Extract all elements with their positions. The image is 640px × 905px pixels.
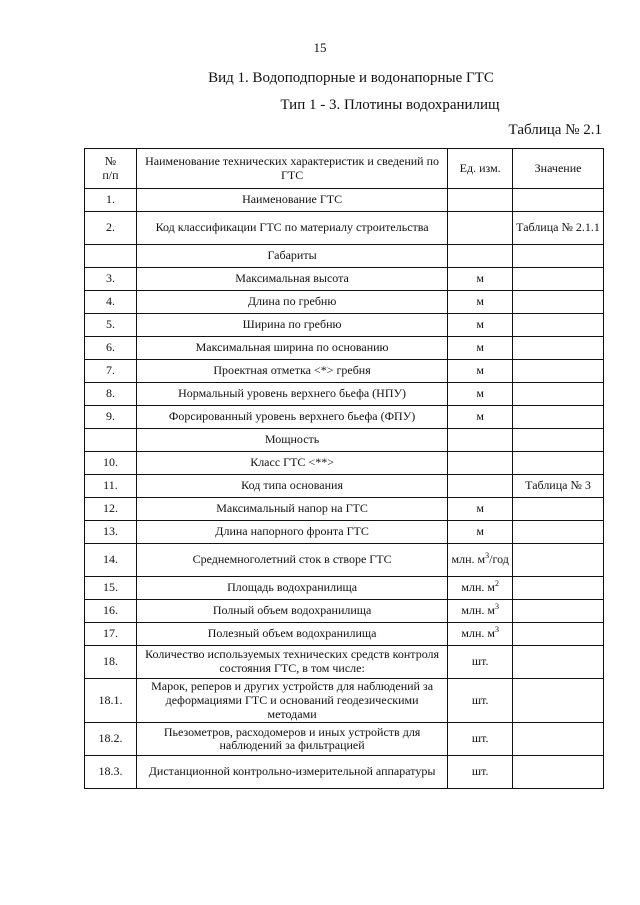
table-row [85, 577, 604, 600]
row-unit-sup: 2 [494, 579, 499, 589]
row-value [513, 646, 604, 679]
table-row [85, 189, 604, 212]
row-name: Нормальный уровень верхнего бьефа (НПУ) [136, 383, 447, 406]
row-value [513, 679, 604, 723]
row-value [513, 756, 604, 789]
row-num: 12. [85, 498, 137, 521]
row-value [513, 623, 604, 646]
row-unit-suffix: /год [489, 552, 509, 567]
page-title-text: Вид 1. Водоподпорные и водонапорные ГТС [208, 70, 494, 86]
row-unit-text: млн. м [461, 626, 495, 641]
row-num: 17. [85, 623, 137, 646]
table-row [85, 360, 604, 383]
row-unit [448, 600, 513, 623]
row-name: Максимальная высота [136, 268, 447, 291]
row-num: 18.2. [85, 723, 137, 756]
row-num: 6. [85, 337, 137, 360]
table-row [85, 337, 604, 360]
row-num: 9. [85, 406, 137, 429]
table-row [85, 475, 604, 498]
row-unit [448, 406, 513, 429]
row-name: Код классификации ГТС по материалу строительства [136, 212, 447, 245]
row-unit-text: м [476, 409, 484, 424]
row-unit [448, 679, 513, 723]
row-num: 15. [85, 577, 137, 600]
row-unit [448, 268, 513, 291]
row-unit [448, 756, 513, 789]
table-row [85, 452, 604, 475]
row-name: Код типа основания [136, 475, 447, 498]
table-row [85, 212, 604, 245]
header-value: Значение [513, 149, 604, 189]
table-caption: Таблица № 2.1 [508, 122, 602, 138]
row-unit-sup: 3 [485, 551, 490, 561]
row-unit-text: м [476, 340, 484, 355]
characteristics-table [84, 148, 604, 789]
row-name: Полезный объем водохранилища [136, 623, 447, 646]
row-value [513, 429, 604, 452]
row-value [513, 383, 604, 406]
row-name: Проектная отметка <*> гребня [136, 360, 447, 383]
row-num: 18.1. [85, 679, 137, 723]
row-unit [448, 245, 513, 268]
row-name: Габариты [136, 245, 447, 268]
row-value [513, 723, 604, 756]
row-num: 18.3. [85, 756, 137, 789]
row-num: 7. [85, 360, 137, 383]
table-row [85, 498, 604, 521]
table-row [85, 623, 604, 646]
row-value [513, 291, 604, 314]
table-row [85, 756, 604, 789]
row-value [513, 268, 604, 291]
row-num: 18. [85, 646, 137, 679]
header-num: № п/п [85, 149, 137, 189]
row-unit-text: м [476, 524, 484, 539]
row-unit-text: шт. [471, 731, 489, 746]
row-unit [448, 189, 513, 212]
row-unit-text: м [476, 386, 484, 401]
row-unit [448, 337, 513, 360]
row-value: Таблица № 2.1.1 [513, 212, 604, 245]
row-unit-sup: 3 [494, 602, 499, 612]
row-value [513, 406, 604, 429]
table-row [85, 521, 604, 544]
row-num: 2. [85, 212, 137, 245]
row-unit-text: млн. м [461, 603, 495, 618]
row-unit-text: м [476, 501, 484, 516]
row-unit [448, 498, 513, 521]
row-unit [448, 646, 513, 679]
table-row [85, 679, 604, 723]
row-num: 16. [85, 600, 137, 623]
row-value [513, 337, 604, 360]
row-name: Количество используемых технических средств контроля состояния ГТС, в том числе: [136, 646, 447, 679]
row-name: Полный объем водохранилища [136, 600, 447, 623]
row-unit-text: шт. [471, 764, 489, 779]
row-name: Форсированный уровень верхнего бьефа (ФПУ) [136, 406, 447, 429]
page-subtitle [0, 97, 640, 114]
row-unit-text: м [476, 294, 484, 309]
page-number: 15 [313, 40, 327, 55]
row-num: 13. [85, 521, 137, 544]
row-value [513, 452, 604, 475]
table-row [85, 291, 604, 314]
table-row [85, 429, 604, 452]
row-unit-text: млн. м [461, 580, 495, 595]
table-header-row [85, 149, 604, 189]
table-row [85, 383, 604, 406]
row-unit [448, 360, 513, 383]
row-name: Мощность [136, 429, 447, 452]
row-unit [448, 577, 513, 600]
table-row [85, 268, 604, 291]
row-value [513, 360, 604, 383]
row-value: Таблица № 3 [513, 475, 604, 498]
header-name: Наименование технических характеристик и сведений по ГТС [136, 149, 447, 189]
row-name: Марок, реперов и других устройств для наблюдений за деформациями ГТС и оснований геодезическими методами [136, 679, 447, 723]
row-num: 1. [85, 189, 137, 212]
row-unit [448, 623, 513, 646]
row-num: 14. [85, 544, 137, 577]
row-name: Длина напорного фронта ГТС [136, 521, 447, 544]
row-unit [448, 475, 513, 498]
row-name: Класс ГТС <**> [136, 452, 447, 475]
row-name: Площадь водохранилища [136, 577, 447, 600]
row-num: 3. [85, 268, 137, 291]
row-unit-text: м [476, 317, 484, 332]
row-name: Пьезометров, расходомеров и иных устройств для наблюдений за фильтрацией [136, 723, 447, 756]
row-unit [448, 291, 513, 314]
table-row [85, 723, 604, 756]
row-name: Максимальная ширина по основанию [136, 337, 447, 360]
row-num: 4. [85, 291, 137, 314]
row-unit [448, 314, 513, 337]
row-name: Среднемноголетний сток в створе ГТС [136, 544, 447, 577]
page-subtitle-text: Тип 1 - 3. Плотины водохранилищ [280, 97, 500, 113]
row-num: 5. [85, 314, 137, 337]
row-num: 11. [85, 475, 137, 498]
row-unit [448, 452, 513, 475]
row-value [513, 600, 604, 623]
row-unit-text: шт. [471, 692, 489, 707]
row-name: Дистанционной контрольно-измерительной аппаратуры [136, 756, 447, 789]
row-value [513, 577, 604, 600]
row-num [85, 429, 137, 452]
row-unit [448, 521, 513, 544]
row-value [513, 189, 604, 212]
table-body [85, 149, 604, 789]
table-row [85, 600, 604, 623]
table-row [85, 544, 604, 577]
row-unit [448, 429, 513, 452]
row-value [513, 521, 604, 544]
table-row [85, 245, 604, 268]
row-unit-text: шт. [471, 654, 489, 669]
row-num: 8. [85, 383, 137, 406]
table-row [85, 646, 604, 679]
row-unit-text: м [476, 271, 484, 286]
row-unit [448, 383, 513, 406]
row-name: Длина по гребню [136, 291, 447, 314]
row-unit-text: млн. м [451, 552, 486, 567]
row-num: 10. [85, 452, 137, 475]
table-row [85, 406, 604, 429]
row-value [513, 314, 604, 337]
row-name: Максимальный напор на ГТС [136, 498, 447, 521]
row-value [513, 544, 604, 577]
row-unit-text: м [476, 363, 484, 378]
row-num [85, 245, 137, 268]
row-unit [448, 212, 513, 245]
row-value [513, 245, 604, 268]
page-title [0, 70, 640, 87]
row-unit [448, 544, 513, 577]
row-name: Ширина по гребню [136, 314, 447, 337]
header-unit: Ед. изм. [448, 149, 513, 189]
table-row [85, 314, 604, 337]
row-name: Наименование ГТС [136, 189, 447, 212]
row-value [513, 498, 604, 521]
row-unit [448, 723, 513, 756]
row-unit-sup: 3 [494, 625, 499, 635]
